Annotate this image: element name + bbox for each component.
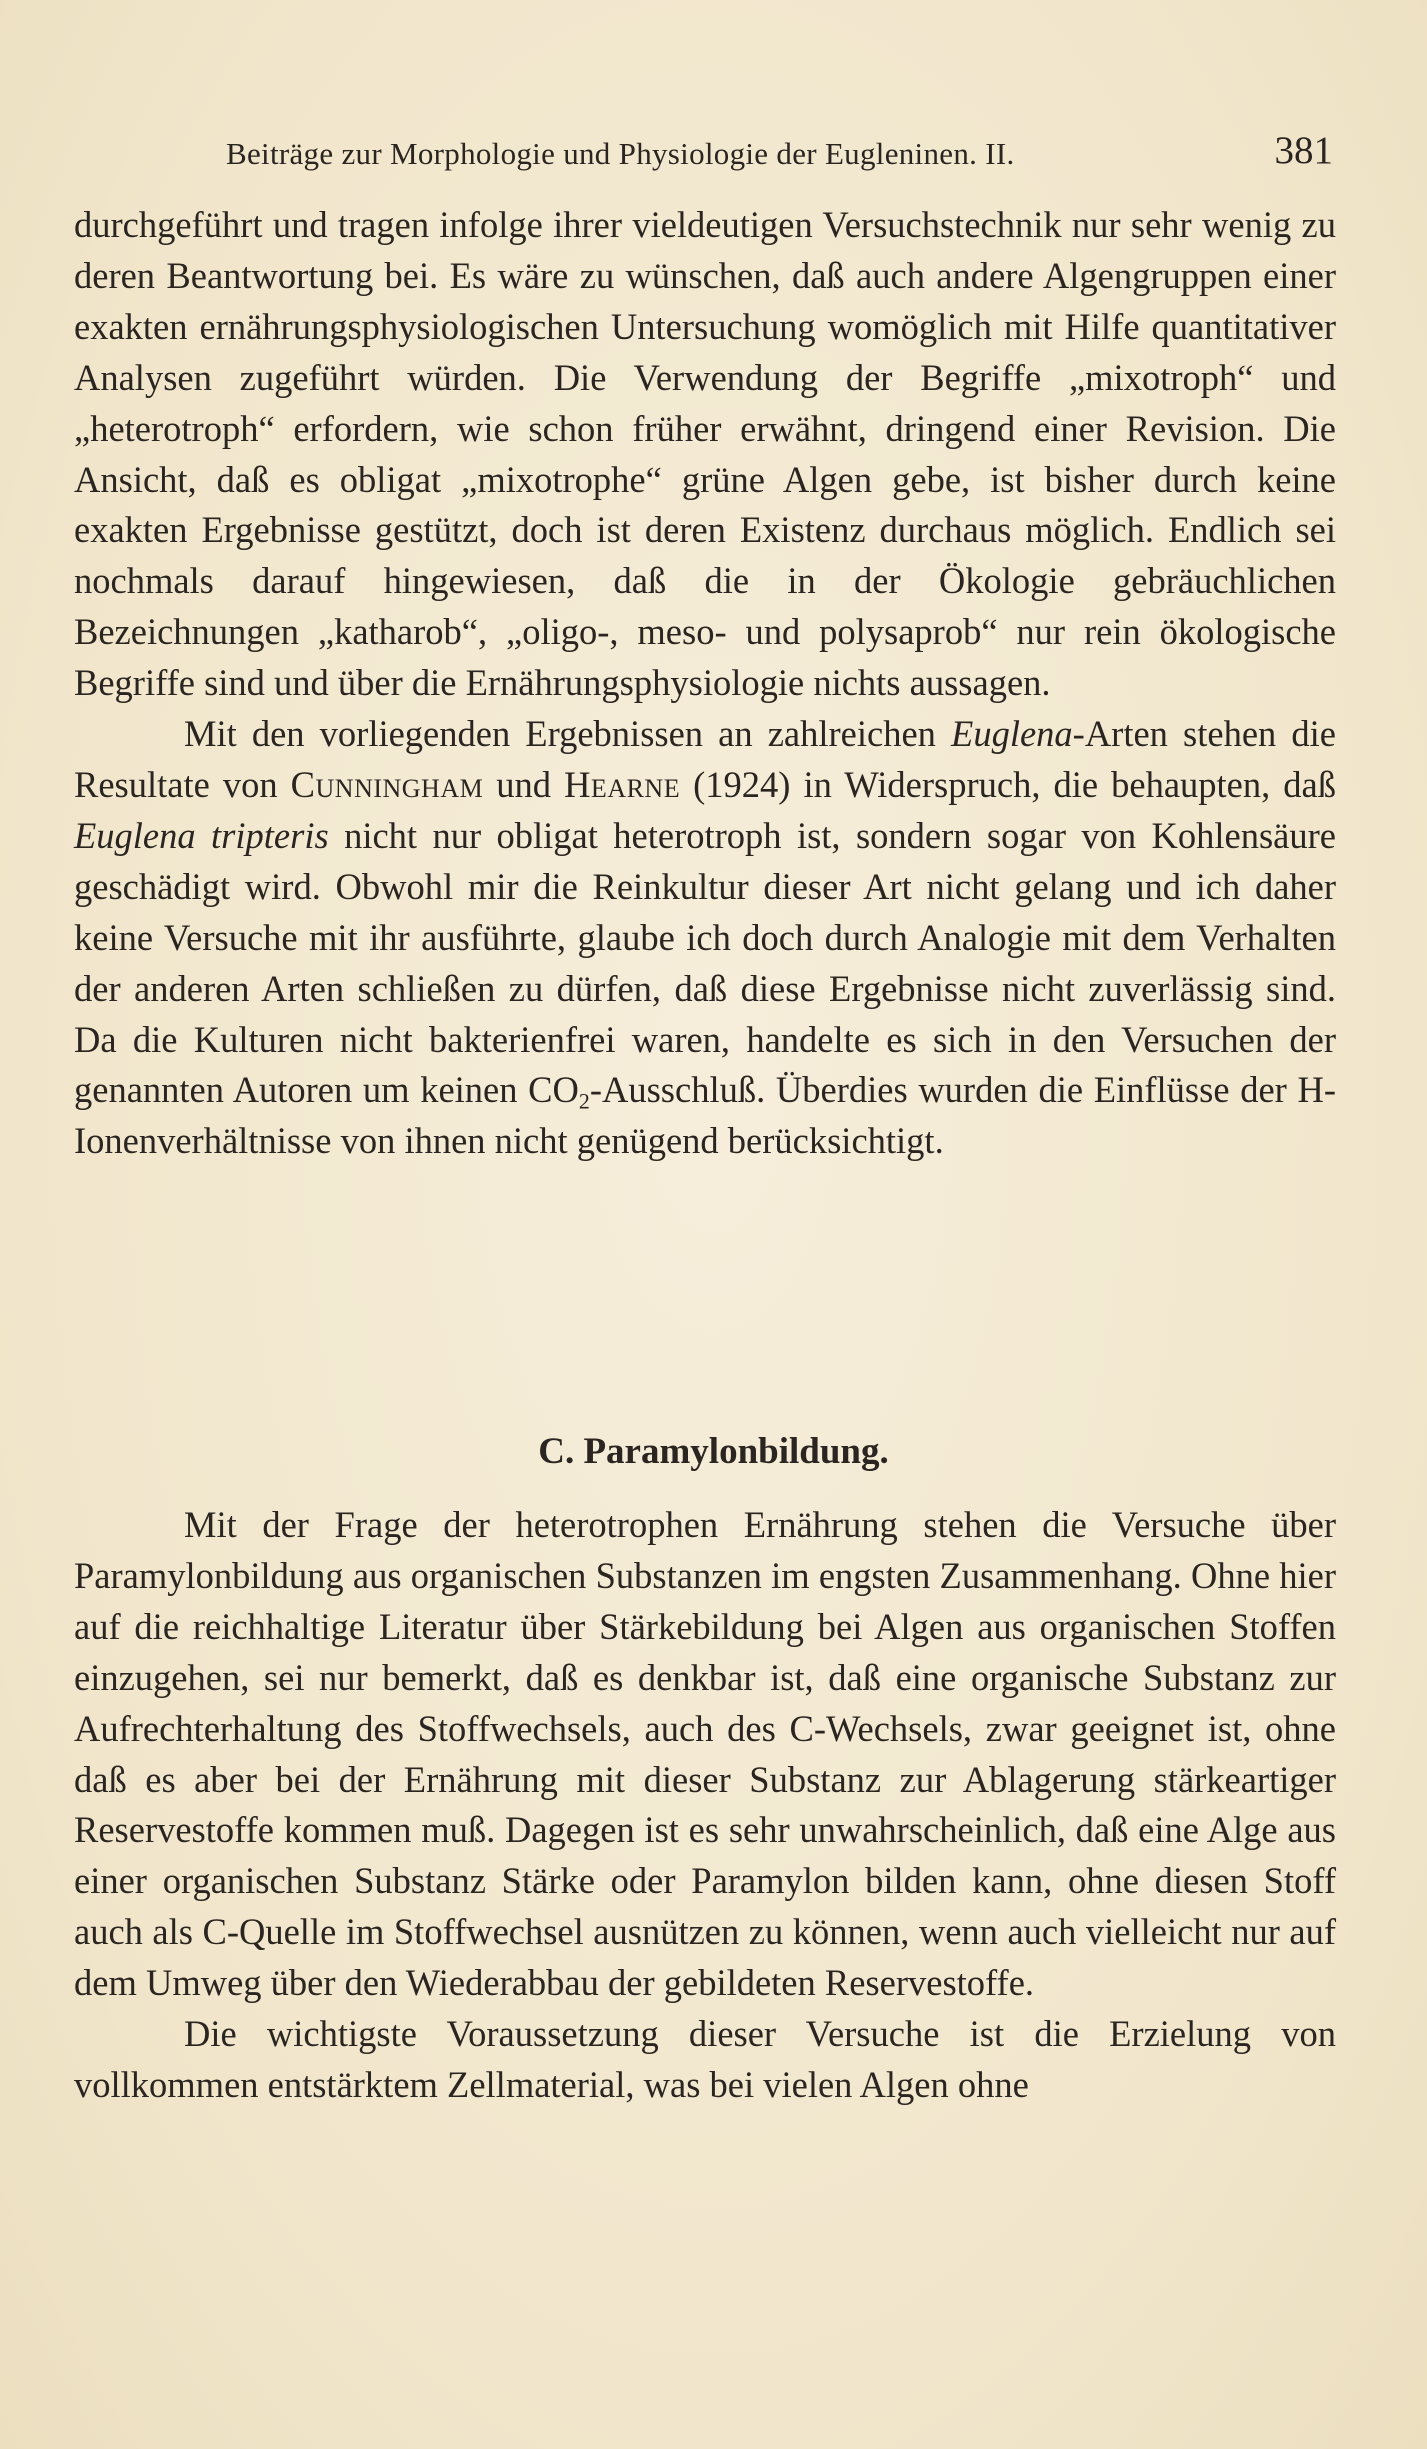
page-number: 381 <box>1274 129 1333 172</box>
author-cunningham: Cunningham <box>290 763 484 805</box>
para2-text-4: (1924) in Widerspruch, die behaupten, daß <box>680 763 1337 805</box>
para2-text-2: -Arten stehen die Resultate von <box>74 713 1336 805</box>
paragraph-prerequisite: Die wichtigste Voraussetzung dieser Versuche ist die Erzielung von vollkommen entstärktem Zellmaterial, was bei vielen Algen ohne <box>74 2013 1336 2105</box>
paragraph-paramylon: Mit der Frage der heterotrophen Ernährung stehen die Versuche über Paramylonbildung aus organischen Substanzen im engsten Zusammenhang. Ohne hier auf die reichhaltige Literatur über Stärkebildung bei Algen aus organischen Stoffen einzugehen, sei nur bemerkt, daß es denkbar ist, daß eine organische Substanz zur Aufrechterhaltung des Stoffwechsels, auch des C-Wechsels, zwar geeignet ist, ohne daß es aber bei der Ernährung mit dieser Substanz zur Ablagerung stärkeartiger Reservestoffe kommen muß. Dagegen ist es sehr unwahrscheinlich, daß eine Alge aus einer organischen Substanz Stärke oder Paramylon bilden kann, ohne diesen Stoff auch als C-Quelle im Stoffwechsel ausnützen zu können, wenn auch vielleicht nur auf dem Umweg über den Wiederabbau der gebildeten Reservestoffe. <box>74 1504 1336 2004</box>
body-text-upper <box>74 200 1336 1167</box>
para2-text-1: Mit den vorliegenden Ergebnissen an zahlreichen <box>184 713 952 755</box>
author-hearne: Hearne <box>564 763 681 805</box>
para2-text-5: nicht nur obligat heterotroph ist, sondern sogar von Kohlensäure geschädigt wird. Obwohl mir die Reinkultur dieser Art nicht gelang und ich daher keine Versuche mit ihr ausführte, glaube ich doch durch Analogie mit dem Verhalten der anderen Arten schließen zu dürfen, daß diese Ergebnisse nicht zuverlässig sind. Da die Kulturen nicht bakterienfrei waren, handelte es sich in den Versuchen der genannten Autoren um keinen CO <box>74 814 1336 1111</box>
paragraph-continuation: durchgeführt und tragen infolge ihrer vieldeutigen Versuchstechnik nur sehr wenig zu deren Beantwortung bei. Es wäre zu wünschen, daß auch andere Algengruppen einer exakten ernährungsphysiologischen Untersuchung womöglich mit Hilfe quantitativer Analysen zugeführt würden. Die Verwendung der Begriffe „mixotroph“ und „heterotroph“ erfordern, wie schon früher erwähnt, dringend einer Revision. Die Ansicht, daß es obligat „mixotrophe“ grüne Algen gebe, ist bisher durch keine exakten Ergebnisse gestützt, doch ist deren Existenz durchaus möglich. Endlich sei nochmals darauf hingewiesen, daß die in der Ökologie gebräuchlichen Bezeichnungen „katharob“, „oligo-, meso- und polysaprob“ nur rein ökologische Begriffe sind und über die Ernährungsphysiologie nichts aussagen. <box>74 204 1336 704</box>
para2-text-3: und <box>483 763 565 805</box>
co2-subscript: 2 <box>578 1088 590 1114</box>
page-header <box>226 128 1333 178</box>
species-euglena-tripteris: Euglena tripteris <box>74 814 329 856</box>
section-heading: C. Paramylonbildung. <box>538 1431 889 1472</box>
running-head: Beiträge zur Morphologie und Physiologie der Eugleninen. II. <box>226 136 1015 171</box>
paragraph-euglena-results <box>74 709 1336 1167</box>
genus-name-euglena: Euglena <box>951 713 1073 755</box>
para2-text-6: -Ausschluß. Überdies wurden die Einflüsse der H-Ionenverhältnisse von ihnen nicht genügend berücksichtigt. <box>74 1069 1336 1162</box>
body-text-lower <box>74 1500 1336 2111</box>
